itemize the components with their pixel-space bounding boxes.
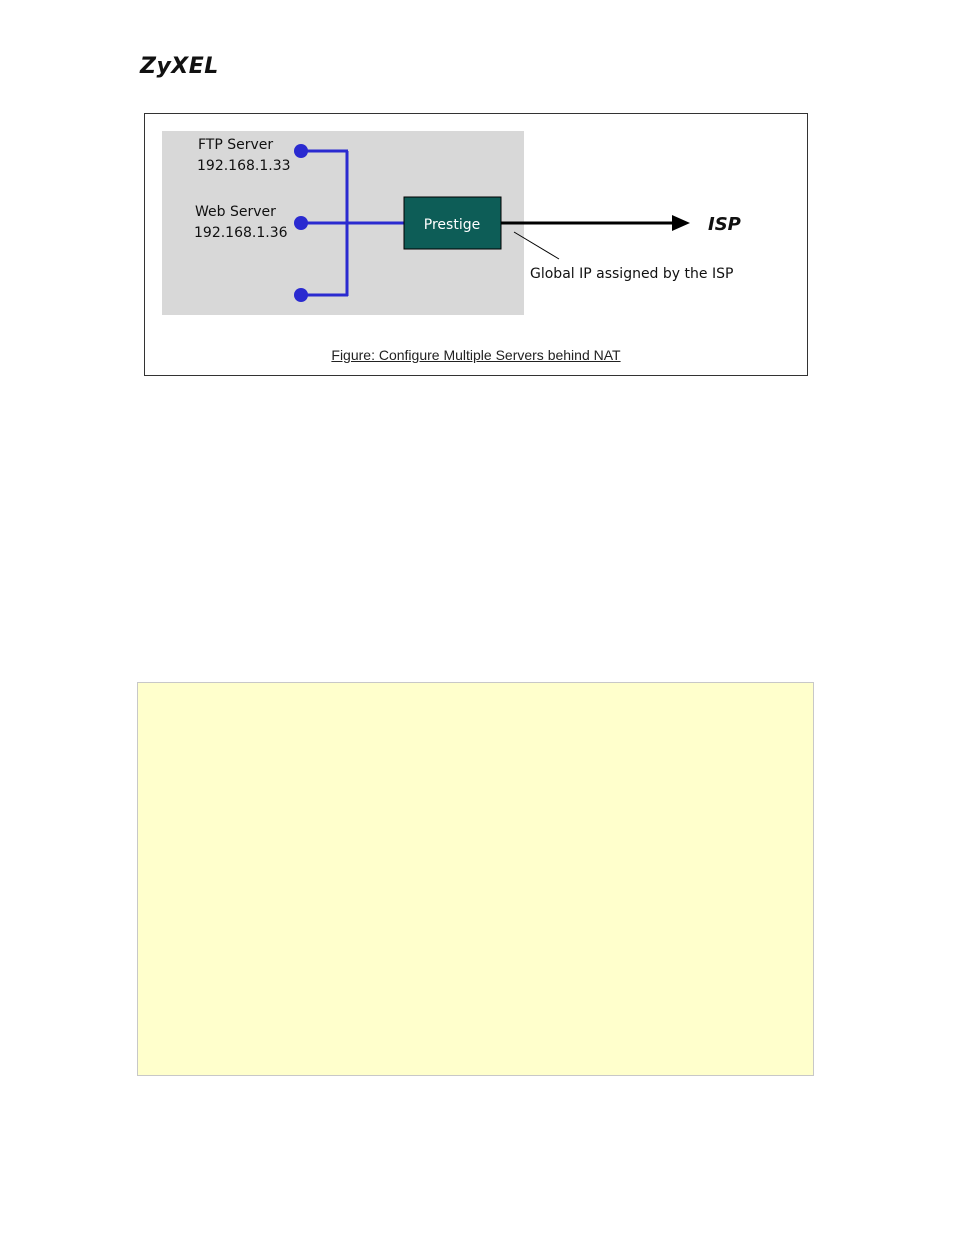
zyxel-logo: ZyXEL: [140, 54, 219, 79]
ftp-server-label: FTP Server: [198, 137, 274, 153]
network-diagram-figure: [144, 113, 808, 376]
web-server-node: [294, 216, 308, 230]
prestige-router-label: Prestige: [423, 217, 481, 233]
ftp-server-node: [294, 144, 308, 158]
global-ip-note: Global IP assigned by the ISP: [530, 266, 734, 282]
third-host-node: [294, 288, 308, 302]
network-diagram: [145, 114, 809, 377]
highlight-panel: [137, 682, 814, 1076]
web-server-label: Web Server: [195, 204, 276, 220]
web-server-ip: 192.168.1.36: [194, 225, 288, 241]
isp-label: ISP: [708, 214, 741, 235]
figure-caption: Figure: Configure Multiple Servers behind NAT: [331, 347, 621, 363]
ftp-server-ip: 192.168.1.33: [197, 158, 291, 174]
wan-arrow-head: [672, 215, 690, 231]
